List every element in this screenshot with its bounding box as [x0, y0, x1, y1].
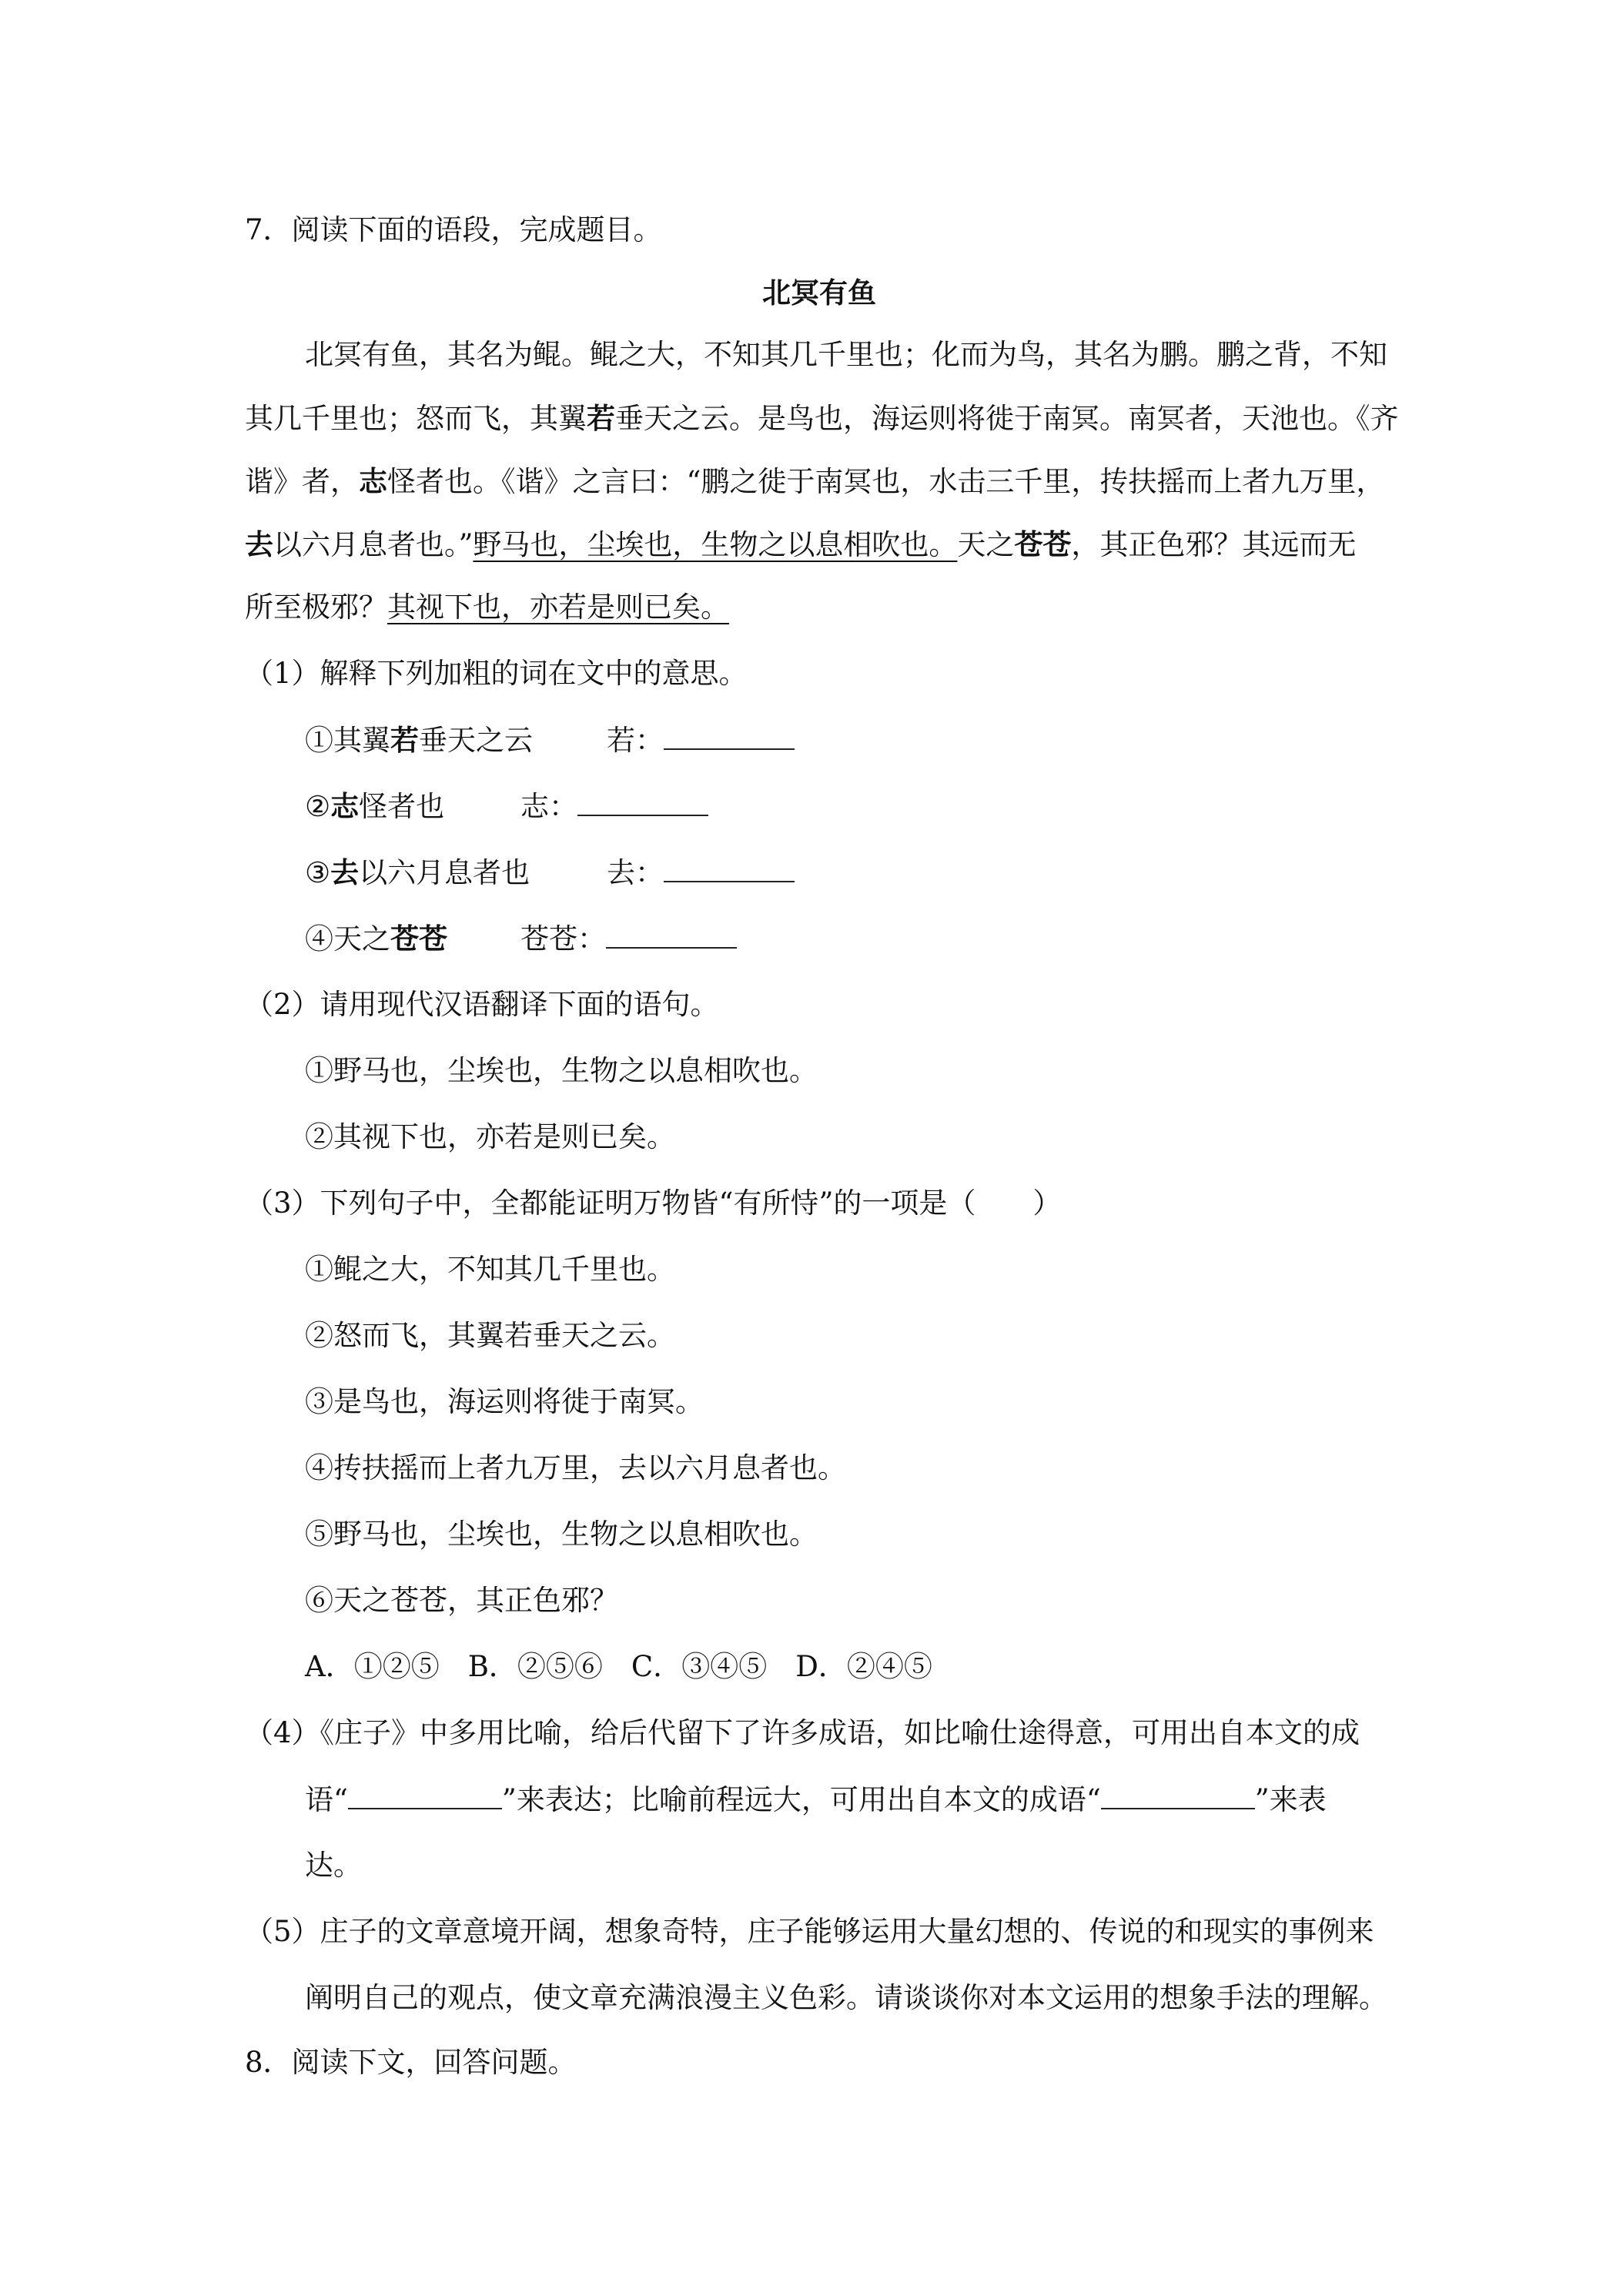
passage-line-3 [245, 464, 1384, 500]
passage-text: 以六月息者也。” [273, 528, 474, 561]
sentence-item-5: ⑤野马也，尘埃也，生物之以息相吹也。 [305, 1518, 818, 1551]
sentence-item-2: ②怒而飞，其翼若垂天之云。 [305, 1319, 675, 1352]
translate-item-1: ①野马也，尘埃也，生物之以息相吹也。 [305, 1054, 818, 1087]
translate-item-2: ②其视下也，亦若是则已矣。 [305, 1120, 675, 1153]
item-text: ④天之 [305, 922, 390, 956]
passage-text: 谐》者， [245, 465, 359, 498]
answer-label: 苍苍： [520, 922, 606, 956]
sentence-item-3: ③是鸟也，海运则将徙于南冥。 [305, 1385, 704, 1418]
question-8-header [245, 2045, 577, 2080]
vocab-item-4 [305, 921, 447, 957]
vocab-answer-1 [607, 722, 795, 758]
passage-line-1: 北冥有鱼，其名为鲲。鲲之大，不知其几千里也；化而为鸟，其名为鹏。鹏之背，不知 [305, 338, 1387, 371]
answer-blank[interactable] [606, 921, 737, 949]
bold-word: 志 [359, 464, 387, 498]
bold-word: 去 [245, 527, 273, 561]
passage-line-4 [245, 527, 1356, 563]
vocab-item-3 [305, 855, 530, 891]
idiom-blank-2[interactable] [1101, 1782, 1255, 1809]
bold-word: 若 [587, 401, 615, 435]
item-text: ③ [305, 856, 331, 889]
bold-word: 苍苍 [1014, 527, 1072, 561]
sentence-item-6: ⑥天之苍苍，其正色邪？ [305, 1584, 618, 1617]
sub-question-4-line-3: 达。 [305, 1849, 362, 1882]
passage-text: 怪者也。《谐》之言曰：“鹏之徙于南冥也，水击三千里，抟扶摇而上者九万里， [387, 465, 1385, 498]
sub-question-3-label: （3）下列句子中，全都能证明万物皆“有所恃”的一项是（ ） [245, 1186, 1062, 1220]
underlined-sentence: 其视下也，亦若是则已矣。 [387, 591, 729, 624]
sub-question-2-label: （2）请用现代汉语翻译下面的语句。 [245, 988, 719, 1021]
underlined-sentence: 野马也，尘埃也，生物之以息相吹也。 [473, 528, 958, 561]
bold-word: 志 [330, 789, 360, 823]
answer-blank[interactable] [577, 788, 708, 816]
answer-label: 去： [607, 856, 664, 889]
passage-text: 垂天之云。是鸟也，海运则将徙于南冥。南冥者，天池也。《齐 [615, 402, 1399, 435]
vocab-answer-3 [607, 855, 795, 891]
vocab-answer-4 [520, 921, 737, 957]
sub-question-4-line-1: （4）《庄子》中多用比喻，给后代留下了许多成语，如比喻仕途得意，可用出自本文的成 [245, 1716, 1360, 1749]
passage-text: 其几千里也；怒而飞，其翼 [245, 402, 587, 435]
text: ”来表 [1254, 1783, 1327, 1816]
answer-label: 志： [520, 790, 577, 823]
vocab-item-2 [305, 788, 444, 825]
question-prompt: 阅读下文，回答问题。 [291, 2046, 577, 2079]
item-text: ①其翼 [305, 724, 390, 757]
item-text: ② [305, 790, 331, 823]
sub-question-5-line-2: 阐明自己的观点，使文章充满浪漫主义色彩。请谈谈你对本文运用的想象手法的理解。 [305, 1981, 1387, 2014]
question-7-header [245, 213, 662, 248]
passage-text: 所至极邪？ [245, 591, 387, 624]
text: 语“ [305, 1783, 348, 1816]
answer-blank[interactable] [664, 722, 795, 750]
answer-options: A．①②⑤ B．②⑤⑥ C．③④⑤ D．②④⑤ [305, 1650, 932, 1683]
sub-question-1-label: （1）解释下列加粗的词在文中的意思。 [245, 657, 748, 690]
item-text: 垂天之云 [419, 724, 533, 757]
question-prompt: 阅读下面的语段，完成题目。 [291, 213, 662, 246]
bold-word: 若 [390, 723, 419, 757]
sub-question-4-line-2 [305, 1782, 1327, 1818]
item-text: 怪者也 [359, 790, 445, 823]
passage-line-2 [245, 400, 1399, 437]
sub-question-5-line-1: （5）庄子的文章意境开阔，想象奇特，庄子能够运用大量幻想的、传说的和现实的事例来 [245, 1915, 1374, 1948]
answer-blank[interactable] [664, 855, 795, 882]
passage-text: 天之 [957, 528, 1015, 561]
vocab-answer-2 [520, 788, 708, 825]
vocab-item-1 [305, 722, 533, 758]
passage-line-5 [245, 590, 729, 625]
bold-word: 苍苍 [390, 922, 447, 956]
idiom-blank-1[interactable] [348, 1782, 502, 1809]
passage-text: ，其正色邪？其远而无 [1071, 528, 1357, 561]
question-number: 8． [245, 2046, 292, 2079]
question-number: 7． [245, 213, 292, 246]
bold-word: 去 [330, 855, 360, 889]
item-text: 以六月息者也 [359, 856, 530, 889]
sentence-item-4: ④抟扶摇而上者九万里，去以六月息者也。 [305, 1451, 846, 1484]
passage-title: 北冥有鱼 [762, 276, 876, 310]
text: ”来表达；比喻前程远大，可用出自本文的成语“ [501, 1783, 1101, 1816]
sentence-item-1: ①鲲之大，不知其几千里也。 [305, 1253, 675, 1286]
answer-label: 若： [607, 724, 664, 757]
